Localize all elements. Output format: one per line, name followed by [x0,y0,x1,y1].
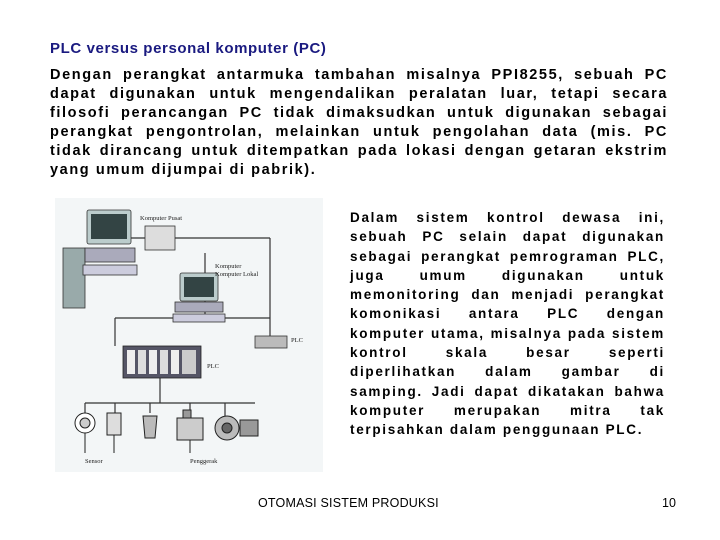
system-diagram [55,198,323,472]
footer-text: OTOMASI SISTEM PRODUKSI [258,496,439,510]
label-plc-rack: PLC [207,363,219,370]
label-sensor: Sensor [85,458,103,465]
side-paragraph: Dalam sistem kontrol dewasa ini, sebuah PC selain dapat digunakan sebagai perangkat pemrograman PLC, juga umum digunakan untuk memonitoring dan menjadi perangkat komonikasi antara PLC dengan komputer utama, misalnya pada sistem kontrol skala besar seperti diperlihatkan dalam gambar di samping. Jadi dapat dikatakan bahwa komputer merupakan mitra tak terpisahkan dalam penggunaan PLC. [350,210,665,438]
page-number: 10 [662,496,676,510]
label-local-computer-1: Komputer [215,263,242,270]
slide-title: PLC versus personal komputer (PC) [50,40,327,57]
label-main-computer: Komputer Pusat [140,215,183,222]
main-computer-graphic [63,210,175,308]
intro-paragraph: Dengan perangkat antarmuka tambahan misalnya PPI8255, sebuah PC dapat digunakan untuk mengendalikan peralatan luar, tetapi secara filosofi perancangan PC tidak dimaksudkan untuk digunakan sebagai perangkat pengontrolan, melainkan untuk pengolahan data (mis. PC tidak dirancang untuk ditempatkan pada lokasi dengan getaran ekstrim yang umum dijumpai di pabrik). [50,67,668,178]
actuator-graphics [177,410,258,453]
local-computer-graphic [173,273,225,322]
label-plc: PLC [291,337,303,344]
label-local-computer: Komputer Lokal [215,271,259,278]
sensor-graphics [75,413,157,453]
label-actuator: Penggerak [190,458,218,465]
plc-graphic [123,336,287,378]
